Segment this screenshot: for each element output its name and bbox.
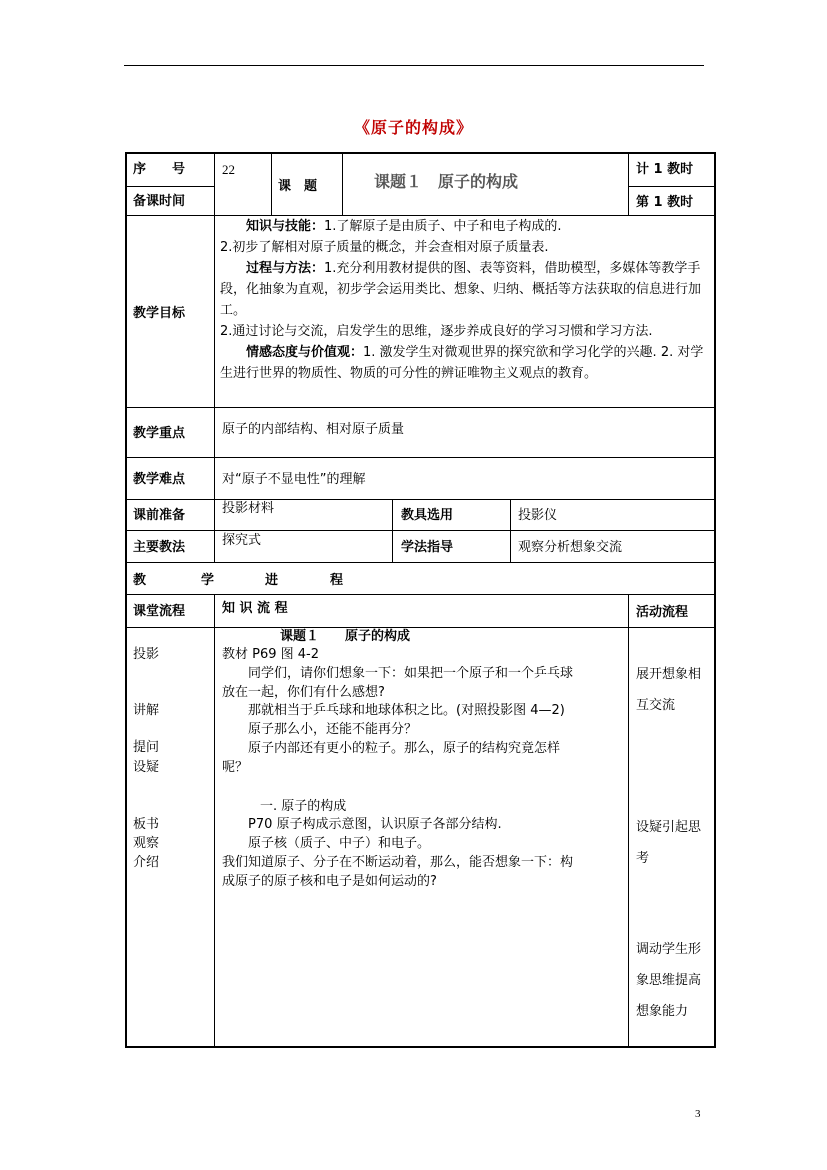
process-header-char: 进: [265, 573, 279, 588]
activity-line: 考: [636, 851, 650, 866]
knowledge-line: 原子那么小，还能不能再分？: [248, 722, 418, 737]
process-item: 2.通过讨论与交流，启发学生的思维，逐步养成良好的学习习惯和学习方法.: [220, 324, 653, 339]
document-title: 《原子的构成》: [353, 118, 473, 137]
activity-line: 互交流: [636, 698, 676, 713]
key-point-value: 原子的内部结构、相对原子质量: [222, 422, 405, 437]
topic-value: 课题１ 原子的构成: [374, 172, 519, 191]
knowledge-line: 一. 原子的构成: [260, 799, 347, 814]
preparation-value: 投影材料: [222, 501, 275, 516]
process-header-char: 教: [133, 573, 147, 588]
flow-step: 观察: [133, 836, 160, 851]
emotion-title: 情感态度与价值观：: [246, 345, 364, 360]
method-label: 主要教法: [133, 540, 186, 555]
col-divider: [628, 594, 629, 1048]
knowledge-heading: 课题１ 原子的构成: [280, 629, 411, 644]
plan-label: 计 1 教时: [636, 162, 694, 177]
row-divider: [125, 562, 716, 563]
knowledge-title: 知识与技能：: [246, 219, 325, 234]
study-label: 学法指导: [401, 540, 454, 555]
flow-column-header: 课堂流程: [133, 604, 186, 619]
activity-line: 想象能力: [636, 1004, 689, 1019]
emotion-item: 1. 激发学生对微观世界的探究欲和学习化学的兴趣.: [363, 345, 661, 360]
flow-step: 讲解: [133, 703, 160, 718]
emotion-item: 2. 对学生进行世界的物质性、物质的可分性的辨证唯物主义观点的教育。: [220, 345, 704, 381]
tools-label: 教具选用: [401, 508, 454, 523]
knowledge-line: 原子核（质子、中子）和电子。: [248, 836, 431, 851]
current-label: 第 1 教时: [636, 195, 694, 210]
goals-content: [220, 216, 712, 384]
flow-step: 投影: [133, 647, 160, 662]
knowledge-line: 呢？: [222, 760, 249, 775]
knowledge-line: 那就相当于乒乓球和地球体积之比。(对照投影图 4—2): [248, 703, 565, 718]
seq-label: 序 号: [133, 162, 186, 177]
process-header-char: 程: [330, 573, 344, 588]
col-divider: [214, 594, 215, 1048]
activity-line: 象思维提高: [636, 973, 702, 988]
knowledge-line: 放在一起，你们有什么感想?: [222, 685, 385, 700]
col-divider: [628, 152, 629, 215]
activity-line: 调动学生形: [636, 942, 702, 957]
goals-label: 教学目标: [133, 306, 186, 321]
knowledge-line: 我们知道原子、分子在不断运动着，那么，能否想象一下：构: [222, 855, 574, 870]
activity-column-header: 活动流程: [636, 605, 689, 620]
activity-line: 设疑引起思: [636, 820, 702, 835]
row-divider: [628, 186, 716, 187]
difficulty-label: 教学难点: [133, 472, 186, 487]
activity-line: 展开想象相: [636, 667, 702, 682]
prep-time-label: 备课时间: [133, 194, 186, 209]
knowledge-item: 2.初步了解相对原子质量的概念，并会查相对原子质量表.: [220, 240, 549, 255]
topic-label: 课 题: [278, 179, 318, 194]
flow-step: 提问: [133, 740, 160, 755]
knowledge-line: 成原子的原子核和电子是如何运动的?: [222, 874, 437, 889]
difficulty-value: 对“原子不显电性”的理解: [222, 472, 366, 487]
key-point-label: 教学重点: [133, 426, 186, 441]
preparation-label: 课前准备: [133, 508, 186, 523]
flow-step: 介绍: [133, 855, 160, 870]
knowledge-line: 原子内部还有更小的粒子。那么，原子的结构究竟怎样: [248, 741, 561, 756]
knowledge-line: P70 原子构成示意图，认识原子各部分结构.: [248, 817, 502, 832]
process-header-char: 学: [201, 573, 215, 588]
knowledge-line: 教材 P69 图 4-2: [222, 647, 320, 662]
tools-value: 投影仪: [518, 508, 558, 523]
col-divider: [392, 499, 393, 562]
process-item: 1.充分利用教材提供的图、表等资料，借助模型，多媒体等教学手段，化抽象为直观，初步学会运用类比、想象、归纳、概括等方法获取的信息进行加工。: [220, 261, 702, 318]
knowledge-column-header: 知 识 流 程: [222, 601, 288, 616]
seq-value: 22: [222, 162, 235, 177]
knowledge-line: 同学们，请你们想象一下：如果把一个原子和一个乒乓球: [248, 666, 574, 681]
flow-step: 设疑: [133, 760, 160, 775]
col-divider: [510, 499, 511, 562]
page-number: 3: [695, 1108, 701, 1120]
col-divider: [271, 152, 272, 215]
col-divider: [342, 152, 343, 215]
header-rule: [124, 65, 704, 66]
col-divider: [214, 152, 215, 562]
study-value: 观察分析想象交流: [518, 540, 623, 555]
row-divider: [125, 186, 214, 187]
flow-step: 板书: [133, 817, 160, 832]
method-value: 探究式: [222, 533, 262, 548]
process-title: 过程与方法：: [246, 261, 325, 276]
knowledge-item: 1.了解原子是由质子、中子和电子构成的.: [324, 219, 562, 234]
